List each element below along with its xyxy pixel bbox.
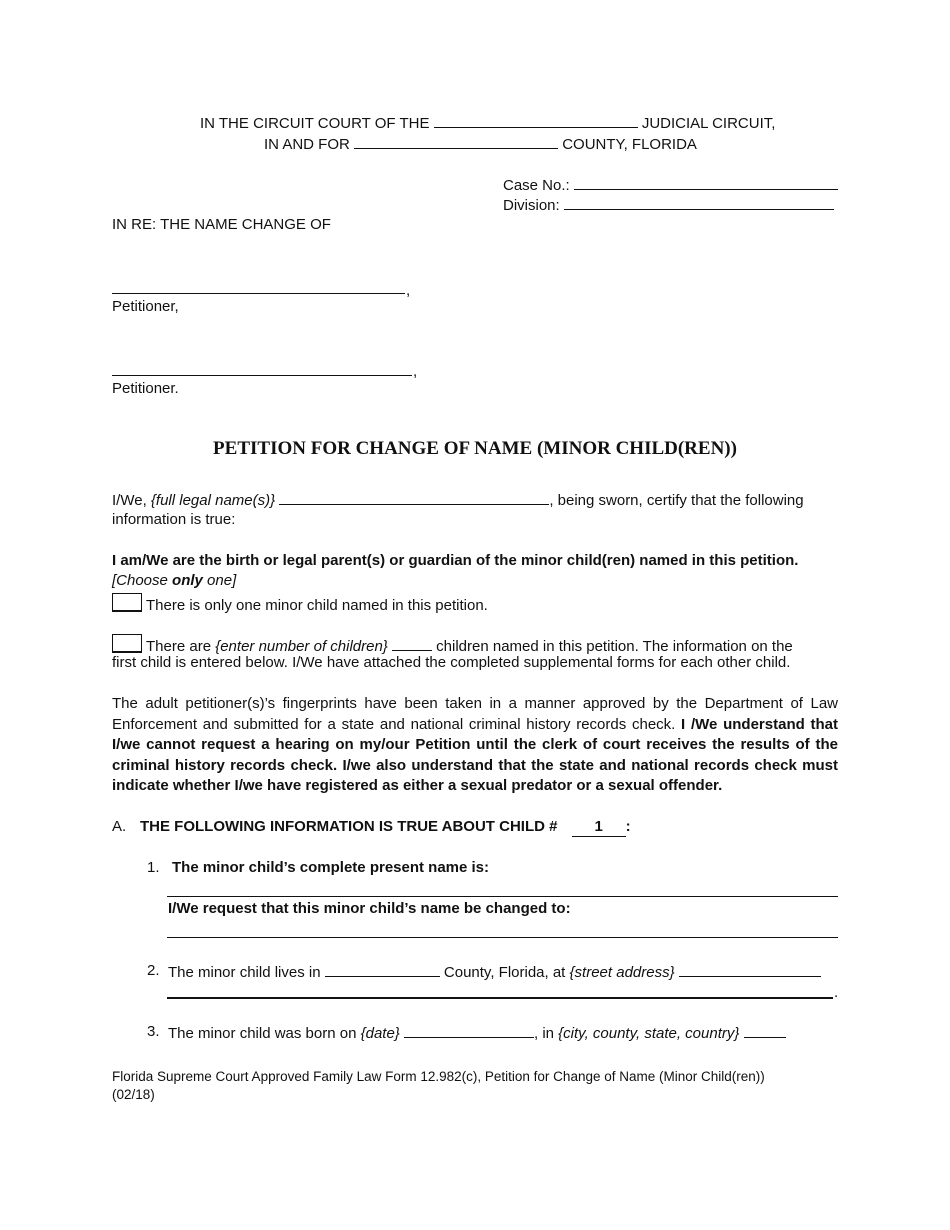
- multiple-children-checkbox[interactable]: [112, 634, 142, 653]
- present-name-field[interactable]: [167, 896, 838, 897]
- option-multiple-children: There are {enter number of children} children named in this petition. The information on the: [112, 634, 838, 656]
- petitioner2-label: Petitioner.: [112, 380, 179, 397]
- division-field[interactable]: [564, 195, 834, 210]
- birth-date-field[interactable]: [404, 1023, 534, 1038]
- full-legal-name-field[interactable]: [279, 490, 549, 505]
- footer-form-id: Florida Supreme Court Approved Family Law Form 12.982(c), Petition for Change of Name (Minor Child(ren)): [112, 1069, 765, 1084]
- petitioner2-name-field[interactable]: [112, 375, 412, 376]
- item2-number: 2.: [147, 962, 160, 979]
- circuit-field[interactable]: [434, 113, 638, 128]
- child-county-field[interactable]: [325, 962, 440, 977]
- court-header-line2: IN AND FOR COUNTY, FLORIDA: [264, 136, 697, 153]
- county-field[interactable]: [354, 134, 558, 149]
- street-address-field[interactable]: [679, 962, 821, 977]
- item3-line: The minor child was born on {date} , in {city, county, state, country}: [168, 1023, 786, 1043]
- item3-number: 3.: [147, 1023, 160, 1040]
- birth-place-field[interactable]: [744, 1023, 786, 1038]
- option-multiple-line2: first child is entered below. I/We have attached the completed supplemental forms for each other child.: [112, 654, 791, 671]
- item1-number: 1.: [147, 859, 160, 876]
- footer-date: (02/18): [112, 1087, 155, 1102]
- section-a-heading: THE FOLLOWING INFORMATION IS TRUE ABOUT CHILD # 1 :: [140, 818, 631, 835]
- parent-statement: I am/We are the birth or legal parent(s) or guardian of the minor child(ren) named in this petition.: [112, 552, 799, 569]
- intro-line2: information is true:: [112, 511, 236, 528]
- intro-line: I/We, {full legal name(s)} , being sworn, certify that the following: [112, 492, 804, 509]
- one-child-checkbox[interactable]: [112, 593, 142, 612]
- choose-instruction: [Choose only one]: [112, 572, 237, 589]
- fingerprints-paragraph: The adult petitioner(s)’s fingerprints have been taken in a manner approved by the Department of Law Enforcement and submitted for a state and national criminal history records check. I /We understand that I/we cannot request a hearing on my/our Petition until the clerk of court receives the results of the criminal history records check. I/we also understand that the state and national records check must indicate whether I/we have registered as either a sexual predator or a sexual offender.: [112, 695, 838, 794]
- case-no-row: Case No.:: [503, 175, 838, 195]
- number-of-children-field[interactable]: [392, 636, 432, 651]
- new-name-field[interactable]: [167, 937, 838, 938]
- request-label: I/We request that this minor child’s name be changed to:: [168, 900, 571, 917]
- option-one-child: There is only one minor child named in this petition.: [112, 593, 488, 615]
- comma: ,: [406, 282, 411, 299]
- child-number-field[interactable]: 1: [572, 818, 626, 837]
- petitioner1-name-field[interactable]: [112, 293, 405, 294]
- item2-line: The minor child lives in County, Florida, at {street address}: [168, 962, 821, 982]
- section-a-letter: A.: [112, 818, 127, 835]
- comma: ,: [413, 363, 418, 380]
- court-header-line1: IN THE CIRCUIT COURT OF THE JUDICIAL CIRCUIT,: [200, 115, 776, 132]
- petitioner1-label: Petitioner,: [112, 298, 179, 315]
- case-no-field[interactable]: [574, 175, 838, 190]
- item1-label: The minor child’s complete present name is:: [172, 859, 490, 876]
- in-re-label: IN RE: THE NAME CHANGE OF: [112, 216, 331, 233]
- period: .: [834, 984, 839, 1001]
- division-row: Division:: [503, 195, 834, 215]
- page-title: PETITION FOR CHANGE OF NAME (MINOR CHILD(REN)): [213, 438, 737, 459]
- street-address-field-line2[interactable]: [167, 997, 833, 999]
